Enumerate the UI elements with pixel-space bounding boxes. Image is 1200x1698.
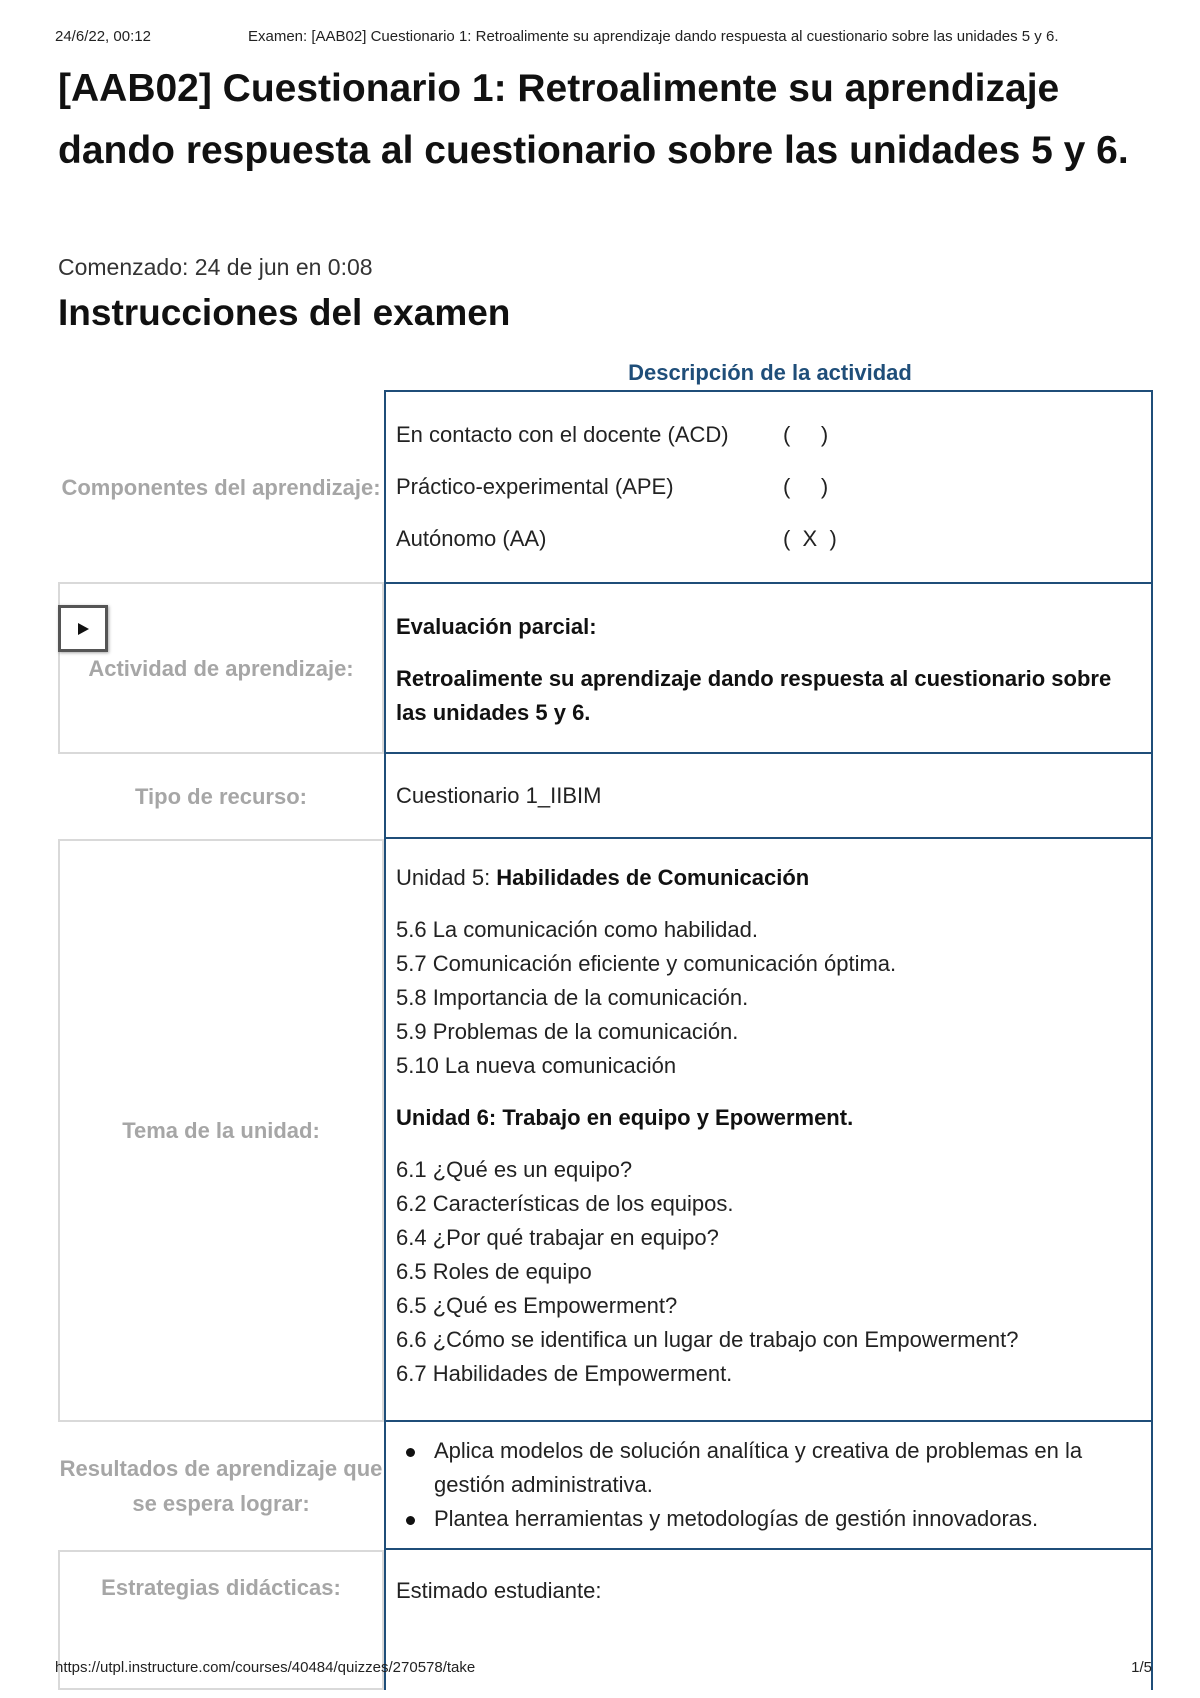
outcomes-list (396, 1434, 1141, 1536)
topic-cell (384, 839, 1153, 1422)
list-item: 6.6 ¿Cómo se identifica un lugar de trabajo con Empowerment? (396, 1327, 1019, 1352)
quiz-title: [AAB02] Cuestionario 1: Retroalimente su aprendizaje dando respuesta al cuestionario sobre las unidades 5 y 6. (58, 67, 1129, 172)
outcomes-label-text: Resultados de aprendizaje que se espera lograr: (59, 1456, 383, 1516)
activity-cell (384, 582, 1153, 754)
resource-label-text: Tipo de recurso: (135, 784, 307, 809)
list-item: 6.2 Características de los equipos. (396, 1191, 734, 1216)
resource-row (58, 754, 1153, 839)
strategies-text: Estimado estudiante: (396, 1578, 602, 1603)
unit5-prefix: Unidad 5: (396, 865, 497, 890)
activity-text: Retroalimente su aprendizaje dando respuesta al cuestionario sobre las unidades 5 y 6. (396, 666, 1112, 725)
component-mark: ( ) (783, 474, 829, 499)
topic-label (58, 839, 384, 1422)
components-row (58, 390, 1153, 584)
instructions-heading: Instrucciones del examen (58, 292, 511, 333)
list-item: 6.5 ¿Qué es Empowerment? (396, 1293, 678, 1318)
play-icon (76, 622, 90, 636)
components-cell (384, 390, 1153, 584)
list-item: 5.10 La nueva comunicación (396, 1053, 677, 1078)
strategies-cell (384, 1550, 1153, 1690)
activity-label-text: Actividad de aprendizaje: (88, 655, 354, 681)
outcomes-cell (384, 1422, 1153, 1550)
list-item: 5.6 La comunicación como habilidad. (396, 917, 759, 942)
list-item: Aplica modelos de solución analítica y creativa de problemas en la gestión administrativa. (396, 1434, 1141, 1502)
component-mark: ( X ) (783, 526, 837, 551)
components-label-text: Componentes del aprendizaje: (61, 474, 381, 500)
print-page-number: 1/5 (1131, 1659, 1152, 1676)
list-item: 5.8 Importancia de la comunicación. (396, 985, 749, 1010)
print-date: 24/6/22, 00:12 (55, 28, 151, 45)
unit5-list (396, 913, 1141, 1083)
unit5-title: Habilidades de Comunicación (496, 865, 810, 890)
components-label (58, 390, 384, 584)
list-item: 6.1 ¿Qué es un equipo? (396, 1157, 633, 1182)
component-item (396, 409, 1141, 461)
outcomes-row (58, 1422, 1153, 1550)
activity-row (58, 582, 1153, 754)
component-label: Práctico-experimental (APE) (396, 474, 674, 499)
topic-label-text: Tema de la unidad: (122, 1118, 320, 1143)
resource-cell (384, 754, 1153, 839)
print-tab-title: Examen: [AAB02] Cuestionario 1: Retroalimente su aprendizaje dando respuesta al cuestionario sobre las unidades 5 y 6. (248, 28, 1059, 45)
component-label: Autónomo (AA) (396, 526, 547, 551)
resource-label (58, 754, 384, 839)
list-item: 5.9 Problemas de la comunicación. (396, 1019, 739, 1044)
print-url: https://utpl.instructure.com/courses/40484/quizzes/270578/take (55, 1659, 476, 1676)
resource-value: Cuestionario 1_IIBIM (396, 782, 602, 808)
media-play-button[interactable] (58, 605, 108, 652)
component-item (396, 461, 1141, 513)
description-caption: Descripción de la actividad (628, 360, 912, 385)
list-item: 6.7 Habilidades de Empowerment. (396, 1361, 733, 1386)
strategies-label-text: Estrategias didácticas: (101, 1575, 341, 1600)
component-label: En contacto con el docente (ACD) (396, 422, 729, 447)
activity-heading: Evaluación parcial: (396, 614, 597, 639)
component-item (396, 513, 1141, 565)
list-item: 5.7 Comunicación eficiente y comunicación óptima. (396, 951, 897, 976)
outcomes-label (58, 1422, 384, 1550)
list-item: 6.5 Roles de equipo (396, 1259, 592, 1284)
unit6-list (396, 1153, 1141, 1391)
component-mark: ( ) (783, 422, 829, 447)
started-time: Comenzado: 24 de jun en 0:08 (58, 254, 373, 280)
unit5-heading (396, 861, 1141, 895)
topic-row (58, 839, 1153, 1422)
list-item: Plantea herramientas y metodologías de gestión innovadoras. (396, 1502, 1141, 1536)
list-item: 6.4 ¿Por qué trabajar en equipo? (396, 1225, 719, 1250)
unit6-heading: Unidad 6: Trabajo en equipo y Epowerment. (396, 1105, 854, 1130)
